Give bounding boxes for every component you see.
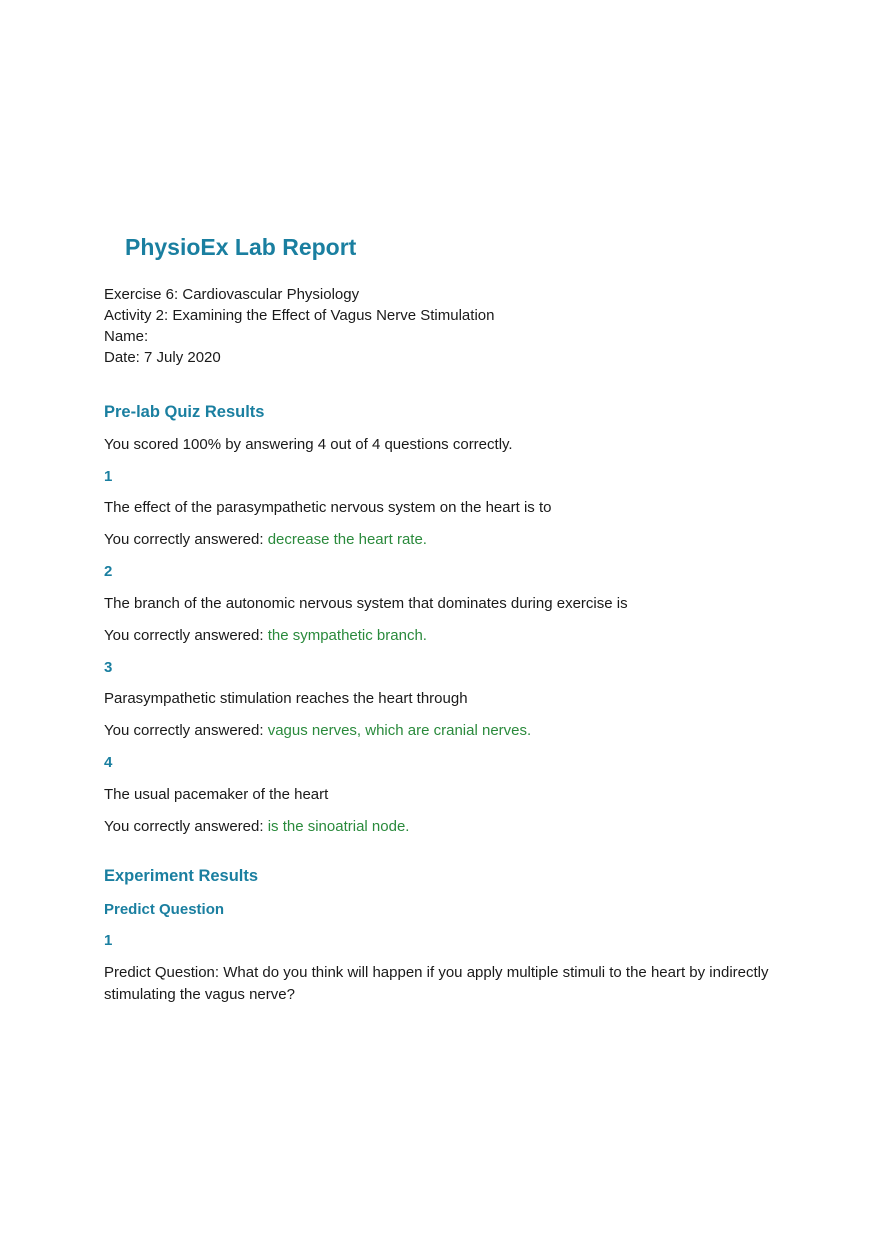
report-title: PhysioEx Lab Report	[125, 234, 357, 260]
question-text: The branch of the autonomic nervous system that dominates during exercise is	[104, 595, 628, 612]
prelab-score: You scored 100% by answering 4 out of 4 questions correctly.	[104, 436, 513, 453]
question-number: 1	[104, 932, 113, 949]
activity-line: Activity 2: Examining the Effect of Vagus Nerve Stimulation	[104, 307, 495, 324]
answer-line	[104, 817, 409, 837]
experiment-heading: Experiment Results	[104, 867, 259, 885]
question-text: The effect of the parasympathetic nervous system on the heart is to	[104, 499, 552, 516]
prelab-heading: Pre-lab Quiz Results	[104, 403, 265, 421]
question-number: 3	[104, 659, 113, 676]
question-text: Parasympathetic stimulation reaches the heart through	[104, 690, 468, 707]
correct-answer: is the sinoatrial node.	[267, 818, 410, 835]
question-text: The usual pacemaker of the heart	[104, 786, 329, 803]
answer-prefix: You correctly answered:	[104, 722, 268, 739]
name-line: Name:	[104, 328, 149, 345]
answer-prefix: You correctly answered:	[104, 627, 268, 644]
correct-answer: decrease the heart rate.	[267, 531, 427, 548]
date-line: Date: 7 July 2020	[104, 349, 221, 366]
question-number: 2	[104, 563, 113, 580]
answer-line	[104, 721, 531, 741]
exercise-line: Exercise 6: Cardiovascular Physiology	[104, 286, 360, 303]
answer-line	[104, 626, 427, 646]
correct-answer: the sympathetic branch.	[267, 627, 427, 644]
report-meta	[104, 284, 494, 368]
correct-answer: vagus nerves, which are cranial nerves.	[267, 722, 532, 739]
answer-prefix: You correctly answered:	[104, 818, 268, 835]
answer-prefix: You correctly answered:	[104, 531, 268, 548]
question-number: 1	[104, 468, 113, 485]
predict-subheading: Predict Question	[104, 901, 225, 918]
answer-line	[104, 530, 427, 550]
predict-question-text: Predict Question: What do you think will happen if you apply multiple stimuli to the heart by indirectly stimulating the vagus nerve?	[104, 964, 769, 1003]
question-number: 4	[104, 754, 113, 771]
